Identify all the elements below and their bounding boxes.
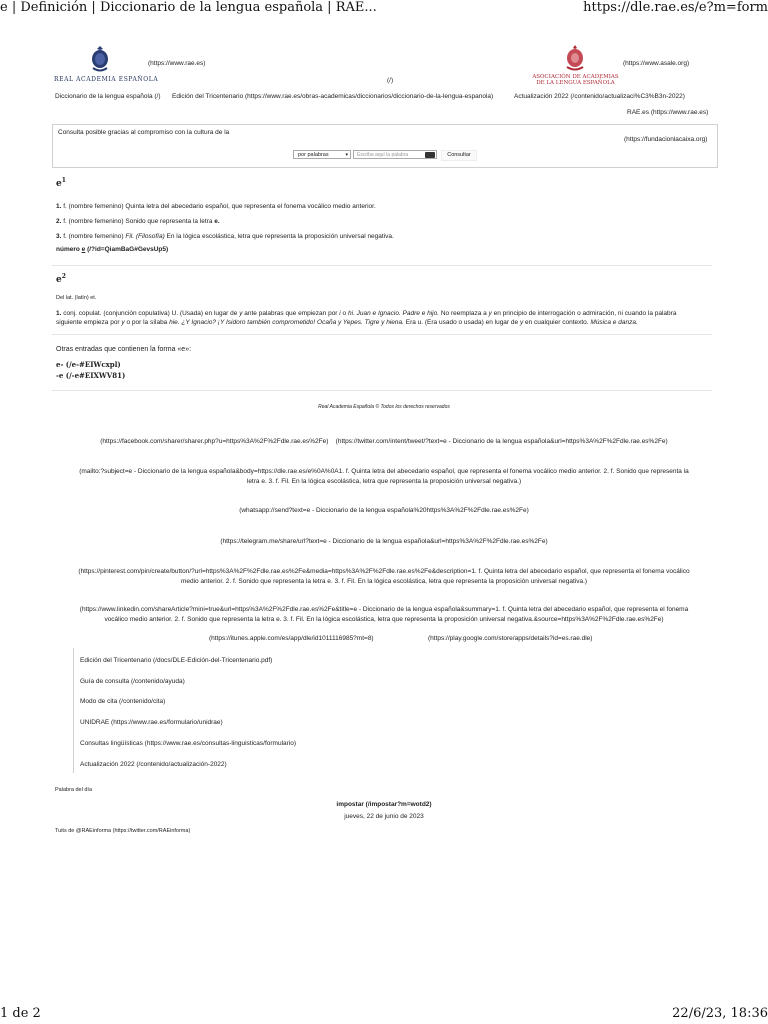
footer-nav-item[interactable]: Actualización 2022 (/contenido/actualización-2022) <box>80 761 227 768</box>
otras-item[interactable]: e- (/e-#EIWcxpl) <box>56 360 121 369</box>
footer-nav-item[interactable]: Modo de cita (/contenido/cita) <box>80 698 166 705</box>
divider <box>52 334 712 335</box>
rae-logo[interactable] <box>54 44 159 84</box>
def-num: 1. <box>56 310 62 317</box>
share-telegram[interactable]: (https://telegram.me/share/url?text=e - Diccionario de la lengua española&url=https%3A%2F%2Fdle.rae.es%2Fe) <box>220 538 548 545</box>
share-linkedin-line: (https://www.linkedin.com/shareArticle?mini=true&url=https%3A%2F%2Fdle.rae.es%2Fe&title=e - Diccionario de la lengua española&summary=1. f. Quinta letra del abecedario español, que representa el fonema <box>79 606 689 613</box>
t: . <box>353 310 357 317</box>
share-facebook[interactable]: (https://facebook.com/sharer/sharer.php?u=https%3A%2F%2Fdle.rae.es%2Fe) <box>100 438 329 445</box>
keyboard-icon[interactable] <box>425 152 435 158</box>
share-linkedin-line: vocálico medio anterior. 2. f. Sonido que representa la letra e. 3. f. Fil. En la lógica escolástica, letra que representa la proposición universal negativa.&source=https%3A%2F%2Fdle.rae.es%2Fe) <box>104 615 664 623</box>
print-url: https://dle.rae.es/e?m=form <box>583 0 768 15</box>
def-num: 1. <box>56 203 62 210</box>
footer-nav-item[interactable]: Edición del Tricentenario (/docs/DLE-Edición-del-Tricentenario.pdf) <box>80 657 273 664</box>
t: en principio de interrogación o admiración, ni cuando la palabra <box>491 310 677 317</box>
t: siguiente empieza por <box>56 319 122 326</box>
home-link[interactable]: (/) <box>387 77 394 84</box>
entry1-def-2 <box>56 217 706 226</box>
share-linkedin[interactable] <box>60 605 708 624</box>
search-placeholder: Escriba aquí la palabra <box>357 152 409 158</box>
t: hi <box>347 310 354 317</box>
sponsor-text: Consulta posible gracias al compromiso con la cultura de la <box>58 129 230 136</box>
entry1-heading <box>56 177 66 189</box>
t: . <box>177 319 182 326</box>
def-text: f. (nombre femenino) Sonido que representa la letra <box>61 218 215 225</box>
t: y <box>239 310 243 317</box>
share-mail[interactable] <box>60 467 708 486</box>
def-num: 2. <box>56 218 62 225</box>
share-pinterest-line: (https://pinterest.com/pin/create/button/?url=https%3A%2F%2Fdle.rae.es%2Fe&media=https%3A%2F%2Fdle.rae.es%2Fe&description=1. f. Quinta letra del abecedario español, que representa el fonema vocálico <box>78 568 690 575</box>
entry1-def-1 <box>56 202 706 211</box>
entry2-lemma: e <box>56 275 62 285</box>
def-text: f. (nombre femenino) <box>61 233 126 240</box>
app-itunes[interactable]: (https://itunes.apple.com/es/app/dle/id1011116985?mt=8) <box>209 635 374 642</box>
app-googleplay[interactable]: (https://play.google.com/store/apps/details?id=es.rae.dle) <box>428 635 593 642</box>
rae-name: REAL ACADEMIA ESPAÑOLA <box>54 76 159 83</box>
wotd-word[interactable]: impostar (/impostar?m=wotd2) <box>336 801 432 808</box>
otras-heading: Otras entradas que contienen la forma «e»: <box>56 346 192 353</box>
entry1-sup: 1 <box>61 177 66 184</box>
entry2-heading <box>56 273 66 285</box>
t: o por la sílaba <box>124 319 170 326</box>
t: ante palabras que empiezan por <box>242 310 340 317</box>
def-text-2: En la lógica escolástica, letra que representa la proposición universal negativa. <box>164 233 394 240</box>
def-num: 3. <box>56 233 62 240</box>
search-button[interactable]: Consultar <box>441 150 477 161</box>
def-text: f. (nombre femenino) Quinta letra del abecedario español, que representa el fonema vocálico medio anterior. <box>61 203 376 210</box>
entry2-sup: 2 <box>61 273 66 280</box>
search-mode-value: por palabras <box>298 152 329 158</box>
print-page: 1 de 2 <box>0 1006 41 1021</box>
entry1-lemma: e <box>56 179 62 189</box>
search-input[interactable] <box>353 150 437 159</box>
t: en cualquier contexto. <box>523 319 591 326</box>
t: i <box>339 310 341 317</box>
footer-nav-rule <box>73 648 74 773</box>
t: y <box>519 319 524 326</box>
tweets-link[interactable]: Tuits de @RAEinforma (https://twitter.com/RAEinforma) <box>55 828 191 834</box>
asale-link[interactable]: (https://www.asale.org) <box>623 60 690 67</box>
nav-rae-es[interactable]: RAE.es (https://www.rae.es) <box>627 109 709 116</box>
t: conj. copulat. (conjunción copulativa) U. (Usada) en lugar de <box>61 310 240 317</box>
numero-link[interactable]: e <box>81 246 86 253</box>
t: y <box>121 319 125 326</box>
numero-rest: (/?id=QiamBaG#GevsUp5) <box>85 246 169 253</box>
nav-tricentenario[interactable]: Edición del Tricentenario (https://www.rae.es/obras-academicas/diccionarios/diccionario-de-la-lengua-espanola) <box>172 93 494 100</box>
nav-update[interactable]: Actualización 2022 (/contenido/actualizaci%C3%B3n-2022) <box>514 93 685 100</box>
rae-link[interactable]: (https://www.rae.es) <box>148 60 206 67</box>
t: hie <box>169 319 178 326</box>
footer-nav-item[interactable]: Guía de consulta (/contenido/ayuda) <box>80 678 185 685</box>
entry1-numero[interactable] <box>56 245 706 254</box>
asale-logo[interactable] <box>528 44 623 84</box>
share-pinterest[interactable] <box>60 567 708 586</box>
entry2-def-line-1 <box>56 309 706 318</box>
share-fb-twitter <box>52 437 716 447</box>
print-title: e | Definición | Diccionario de la lengua española | RAE... <box>0 0 377 15</box>
print-header <box>0 0 768 22</box>
nav-dictionary[interactable]: Diccionario de la lengua española (/) <box>55 93 161 100</box>
share-pinterest-line: medio anterior. 2. f. Sonido que representa la letra e. 3. f. Fil. En la lógica escolástica, letra que representa la proposición universal negativa.) <box>180 577 588 585</box>
footer-nav-item[interactable]: UNIDRAE (https://www.rae.es/formulario/unidrae) <box>80 719 223 726</box>
def-domain: Fil. (Filosofía) <box>125 233 165 240</box>
entry2-etymology: Del lat. (latín) et. <box>56 295 97 301</box>
print-datetime: 22/6/23, 18:36 <box>672 1006 768 1021</box>
t: No reemplaza a <box>439 310 489 317</box>
search-mode-select[interactable] <box>293 150 351 159</box>
def-bold-tail: e. <box>214 218 220 225</box>
share-mail-line: letra e. 3. f. Fil. En la lógica escolástica, letra que representa la proposición universal negativa.) <box>246 477 522 485</box>
footer-nav-item[interactable]: Consultas lingüísticas (https://www.rae.es/consultas-linguisticas/formulario) <box>80 740 297 747</box>
t: y <box>488 310 492 317</box>
copyright: Real Academia Española © Todos los derechos reservados <box>318 404 450 410</box>
asale-crest-icon <box>562 44 588 74</box>
otras-item[interactable]: -e (/-e#EIXWV81) <box>56 371 126 380</box>
divider <box>52 390 712 391</box>
rae-crest-icon <box>87 44 113 74</box>
t: o <box>340 310 348 317</box>
otras-list <box>56 359 706 381</box>
wotd-label: Palabra del día <box>55 787 92 793</box>
entry1-def-3 <box>56 232 706 241</box>
t: Juan e Ignacio. Padre e hijo. <box>356 310 440 317</box>
entry2-def-line-2 <box>56 318 706 327</box>
share-mail-line: (mailto:?subject=e - Diccionario de la lengua española&body=https://dle.rae.es/e%0A%0A1. f. Quinta letra del abecedario español, que representa el fonema vocálico medio anterior. 2. f. Sonido que representa la <box>79 468 689 475</box>
share-twitter[interactable]: (https://twitter.com/intent/tweet/?text=e - Diccionario de la lengua española&url=https%3A%2F%2Fdle.rae.es%2Fe) <box>335 438 668 445</box>
wotd-date: jueves, 22 de junio de 2023 <box>344 813 424 820</box>
t: Era u. (Era usado o usada) en lugar de <box>403 319 520 326</box>
asale-name: ASOCIACIÓN DE ACADEMIAS DE LA LENGUA ESPAÑOLA <box>532 74 619 86</box>
divider <box>52 265 712 266</box>
sponsor-link[interactable]: (https://fundacionlacaixa.org) <box>624 136 708 143</box>
t: ¿Y Ignacio? ¡Y Isidoro también comprometido! Ocaña y Yepes. Tigre y hiena. <box>181 319 404 326</box>
entry2-def-1 <box>56 309 706 327</box>
share-whatsapp[interactable]: (whatsapp://send?text=e - Diccionario de la lengua española%20https%3A%2F%2Fdle.rae.es%2Fe) <box>239 507 529 514</box>
t: Música e danza. <box>590 319 638 326</box>
numero-label: número <box>56 246 82 253</box>
chevron-down-icon: ▾ <box>345 152 348 158</box>
